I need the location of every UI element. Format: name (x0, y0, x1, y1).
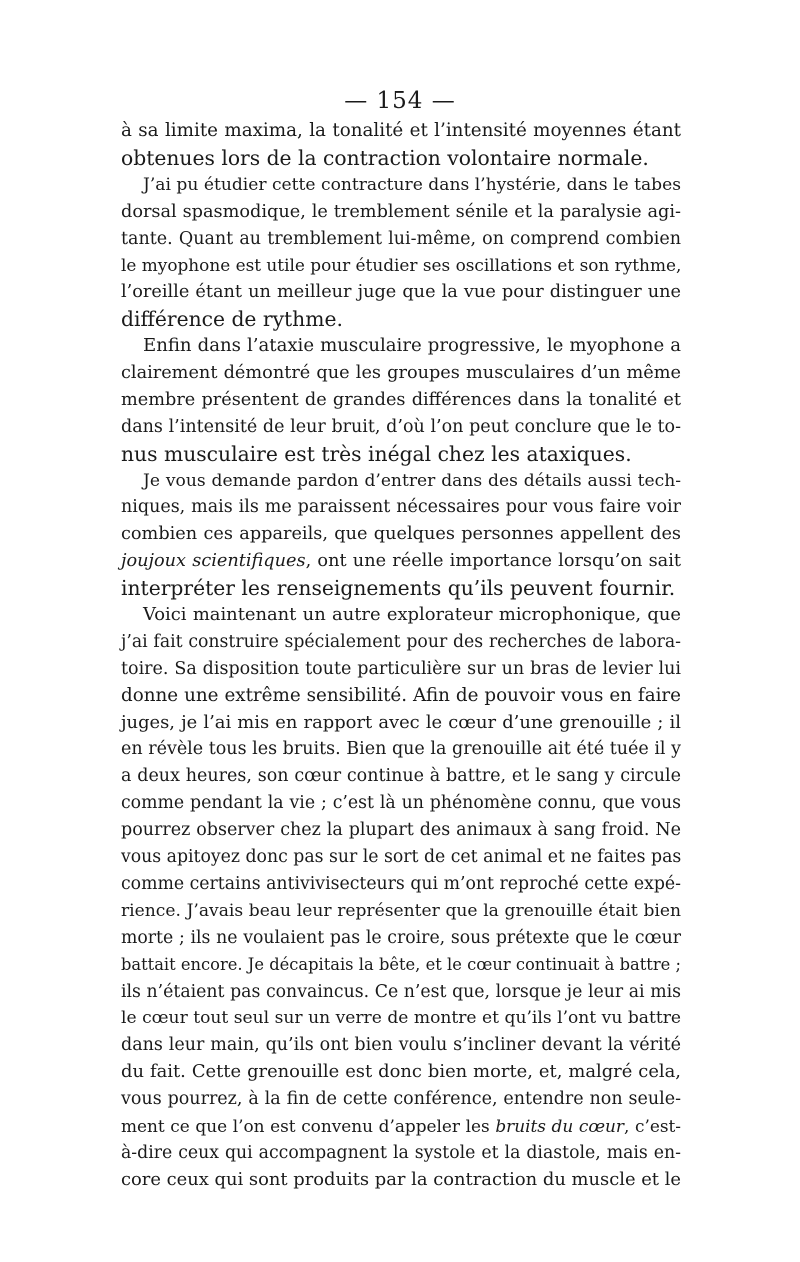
text-line: clairement démontré que les groupes musculaires d’un même (121, 363, 681, 384)
text-line: Voici maintenant un autre explorateur microphonique, que (143, 604, 681, 626)
text-line: core ceux qui sont produits par la contraction du muscle et le (121, 1168, 681, 1190)
text-line: comme certains antivivisecteurs qui m’ont reproché cette expé- (121, 873, 681, 894)
text-line: l’oreille étant un meilleur juge que la vue pour distinguer une (121, 282, 681, 303)
text-line: battait encore. Je décapitais la bête, et le cœur continuait à battre ; (121, 954, 681, 974)
text-line: combien ces appareils, que quelques personnes appellent des (121, 524, 681, 545)
text-line: niques, mais ils me paraissent nécessaires pour vous faire voir (121, 497, 681, 518)
text-line: membre présentent de grandes différences dans la tonalité et (121, 389, 681, 410)
body-text (121, 118, 681, 1194)
text-line: tante. Quant au tremblement lui-même, on comprend combien (121, 228, 681, 249)
text-line: vous apitoyez donc pas sur le sort de cet animal et ne faites pas (121, 847, 682, 868)
text-line: rience. J’avais beau leur représenter que la grenouille était bien (121, 900, 681, 921)
text-line: obtenues lors de la contraction volontaire normale. (121, 145, 649, 170)
text-line: à sa limite maxima, la tonalité et l’intensité moyennes étant (121, 120, 681, 141)
text-line: ils n’étaient pas convaincus. Ce n’est que, lorsque je leur ai mis (121, 981, 681, 1002)
text-line: Je vous demande pardon d’entrer dans des détails aussi tech- (143, 470, 681, 491)
text-line: dans leur main, qu’ils ont bien voulu s’incliner devant la vérité (121, 1035, 681, 1056)
text-line: j’ai fait construire spécialement pour des recherches de labora- (121, 631, 681, 652)
text-line: nus musculaire est très inégal chez les ataxiques. (121, 441, 632, 466)
text-line: morte ; ils ne voulaient pas le croire, sous prétexte que le cœur (121, 927, 681, 948)
text-segment: , c’est- (624, 1115, 681, 1136)
text-line: toire. Sa disposition toute particulière sur un bras de levier lui (121, 658, 681, 679)
text-line: a deux heures, son cœur continue à battre, et le sang y circule (121, 766, 681, 787)
italic-phrase: joujoux scientifiques (121, 551, 306, 572)
text-segment: , ont une réelle importance lorsqu’on sait (305, 551, 681, 572)
text-line: dorsal spasmodique, le tremblement sénile et la paralysie agi- (121, 201, 681, 222)
text-line-with-italic (121, 1113, 681, 1140)
text-line-with-italic (121, 548, 681, 575)
text-line: le myophone est utile pour étudier ses oscillations et son rythme, (121, 255, 682, 276)
page-number: — 154 — (344, 88, 456, 114)
text-line: du fait. Cette grenouille est donc bien morte, et, malgré cela, (121, 1061, 681, 1083)
text-line: le cœur tout seul sur un verre de montre et qu’ils l’ont vu battre (121, 1008, 681, 1029)
text-line: à-dire ceux qui accompagnent la systole et la diastole, mais en- (121, 1142, 681, 1163)
text-line: juges, je l’ai mis en rapport avec le cœur d’une grenouille ; il (121, 711, 681, 733)
italic-phrase: bruits du cœur (495, 1115, 624, 1136)
text-line: J’ai pu étudier cette contracture dans l’hystérie, dans le tabes (143, 174, 681, 195)
text-line: différence de rythme. (121, 307, 343, 332)
text-line: en révèle tous les bruits. Bien que la grenouille ait été tuée il y (121, 739, 681, 760)
text-line: interpréter les renseignements qu’ils peuvent fournir. (121, 576, 676, 601)
text-line: comme pendant la vie ; c’est là un phénomène connu, que vous (121, 793, 681, 814)
text-line: dans l’intensité de leur bruit, d’où l’on peut conclure que le to- (121, 416, 681, 437)
text-line: donne une extrême sensibilité. Afin de pouvoir vous en faire (121, 684, 681, 706)
text-line: Enfin dans l’ataxie musculaire progressive, le myophone a (143, 335, 681, 357)
text-line: vous pourrez, à la fin de cette conférence, entendre non seule- (121, 1089, 681, 1110)
text-line: pourrez observer chez la plupart des animaux à sang froid. Ne (121, 820, 681, 841)
text-segment: ment ce que l’on est convenu d’appeler les (121, 1115, 496, 1136)
